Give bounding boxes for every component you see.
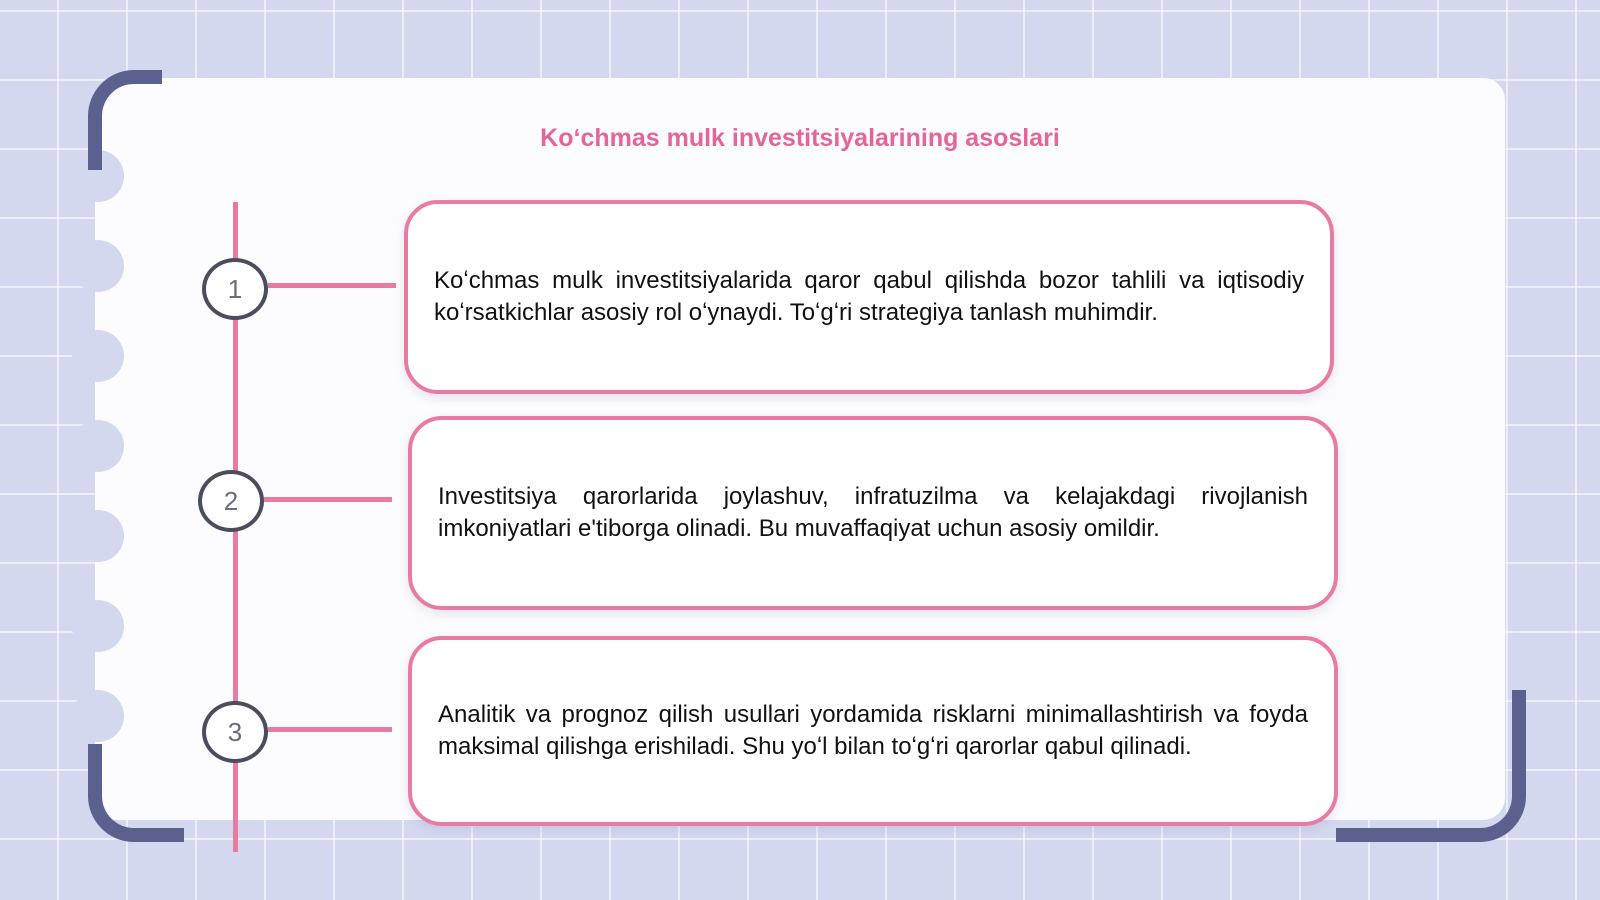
- scallop-edge: [72, 240, 124, 292]
- step-card: [404, 200, 1334, 394]
- scallop-edge: [72, 600, 124, 652]
- scallop-edge: [72, 330, 124, 382]
- frame-corner-bottom-left: [88, 744, 184, 842]
- slide-title: Koʻchmas mulk investitsiyalarining asoslari: [540, 124, 1060, 152]
- scallop-edge: [72, 510, 124, 562]
- frame-corner-bottom-right: [1336, 690, 1526, 842]
- scallop-edge: [72, 420, 124, 472]
- step-text: Koʻchmas mulk investitsiyalarida qaror qabul qilishda bozor tahlili va iqtisodiy koʻrsatkichlar asosiy rol oʻynaydi. Toʻgʻri strategiya tanlash muhimdir.: [434, 267, 1304, 326]
- step-connector: [268, 727, 392, 732]
- frame-corner-top-left: [88, 70, 162, 170]
- step-card: [408, 416, 1338, 610]
- step-number-badge: 2: [198, 470, 264, 532]
- step-text: Investitsiya qarorlarida joylashuv, infratuzilma va kelajakdagi rivojlanish imkoniyatlari e'tiborga olinadi. Bu muvaffaqiyat uchun asosiy omildir.: [438, 483, 1308, 542]
- step-connector: [268, 283, 396, 288]
- step-number-badge: 3: [202, 701, 268, 763]
- step-connector: [264, 497, 392, 502]
- step-card: [408, 636, 1338, 826]
- step-text: Analitik va prognoz qilish usullari yordamida risklarni minimallashtirish va foyda maksimal qilishga erishiladi. Shu yoʻl bilan toʻgʻri qarorlar qabul qilinadi.: [438, 701, 1308, 760]
- step-number-badge: 1: [202, 258, 268, 320]
- scallop-edge: [72, 690, 124, 742]
